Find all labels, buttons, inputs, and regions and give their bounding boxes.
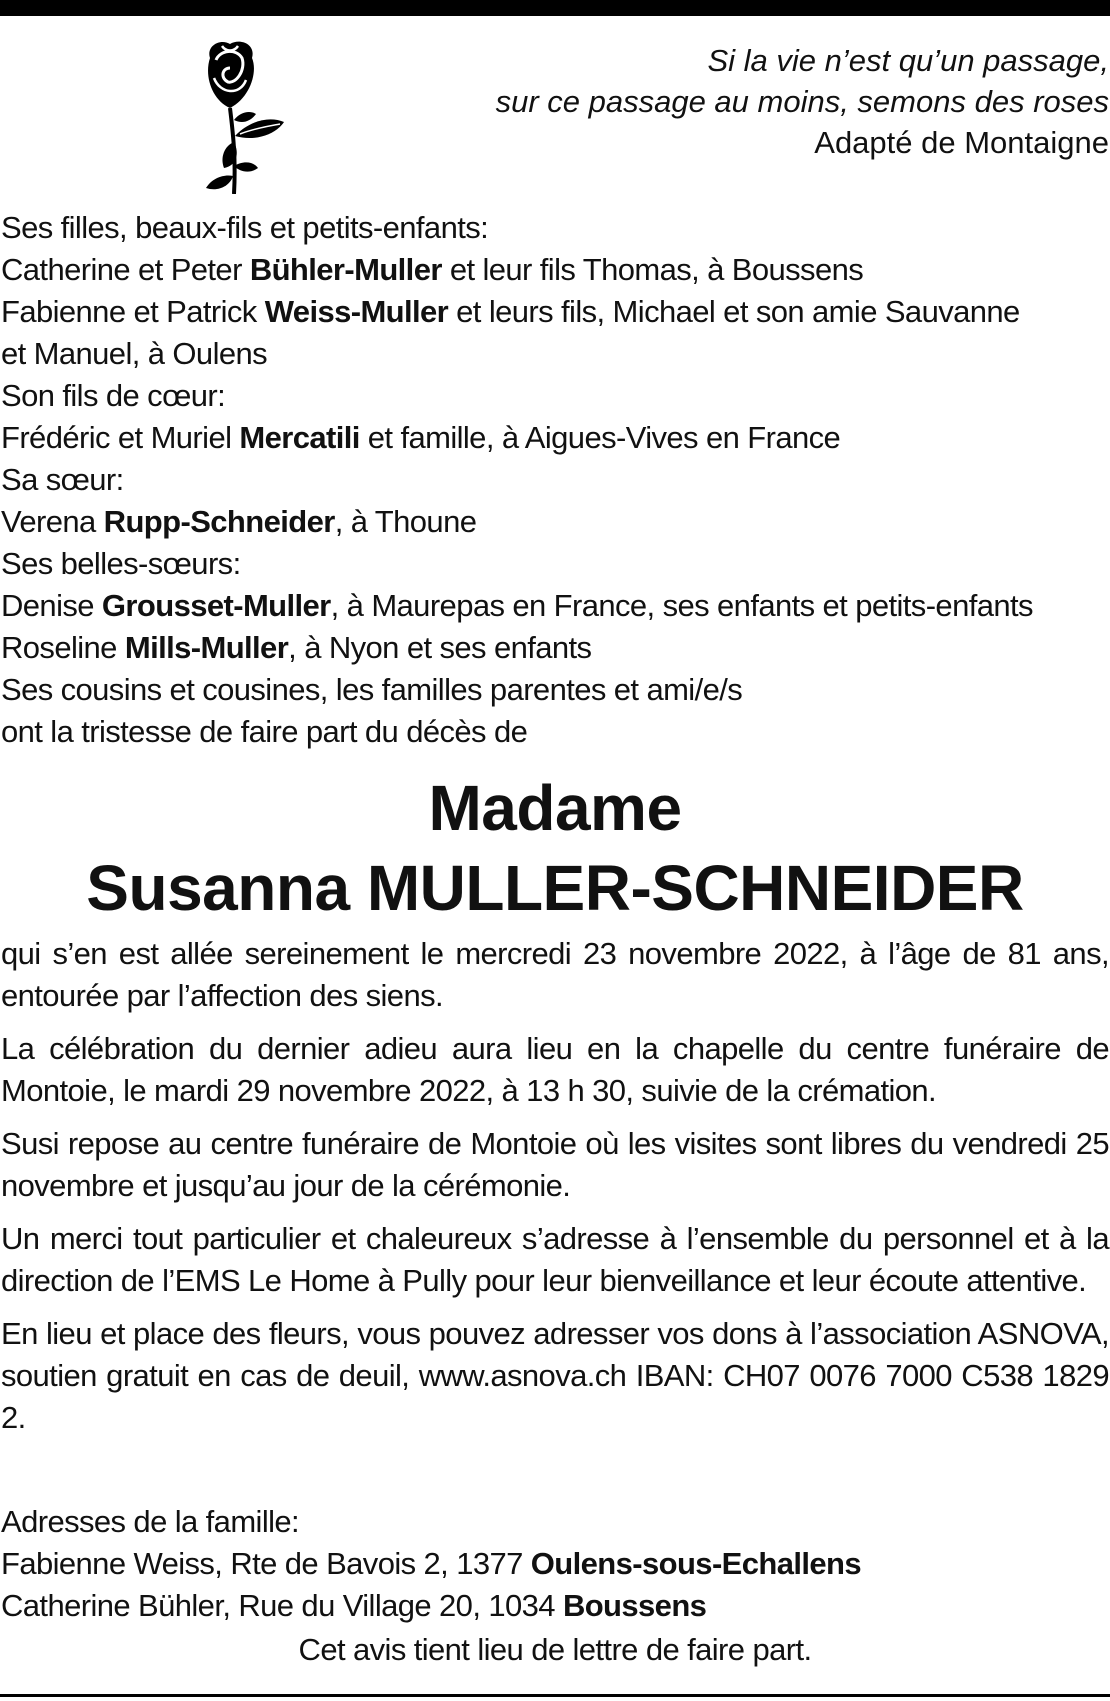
family-member [1, 417, 1109, 459]
member-details: , à Thoune [334, 504, 477, 539]
family-member-continued: et Manuel, à Oulens [1, 336, 268, 371]
member-details: et famille, à Aigues-Vives en France [359, 420, 841, 455]
bottom-border [0, 1694, 1110, 1697]
member-details: , à Maurepas en France, ses enfants et petits-enfants [330, 588, 1033, 623]
family-member [1, 585, 1109, 627]
thanks-paragraph: Un merci tout particulier et chaleureux s’adresse à l’ensemble du personnel et à la direction de l’EMS Le Home à Pully pour leur bienveillance et leur écoute attentive. [1, 1221, 1109, 1298]
address-line [1, 1585, 1109, 1627]
family-member [1, 627, 1109, 669]
epigraph-line: Si la vie n’est qu’un passage, [707, 43, 1109, 78]
closing-note: Cet avis tient lieu de lettre de faire part. [298, 1632, 812, 1667]
deceased-name-block [0, 768, 1110, 928]
member-first-names: Verena [1, 504, 104, 539]
epigraph-line: sur ce passage au moins, semons des roses [495, 84, 1109, 119]
rose-icon [200, 38, 316, 194]
address-street: Catherine Bühler, Rue du Village 20, 1034 [1, 1588, 563, 1623]
visits-paragraph: Susi repose au centre funéraire de Montoie où les visites sont libres du vendredi 25 novembre et jusqu’au jour de la cérémonie. [1, 1126, 1109, 1203]
member-first-names: Fabienne et Patrick [1, 294, 265, 329]
member-first-names: Denise [1, 588, 102, 623]
member-surname: Mercatili [239, 420, 360, 455]
member-first-names: Catherine et Peter [1, 252, 250, 287]
epigraph [409, 40, 1109, 163]
deceased-title: Madame [428, 772, 682, 844]
member-first-names: Roseline [1, 630, 125, 665]
family-addresses [1, 1501, 1109, 1627]
donations-paragraph: En lieu et place des fleurs, vous pouvez adresser vos dons à l’association ASNOVA, soutien gratuit en cas de deuil, www.asnova.ch IBAN: CH07 0076 7000 C538 1829 2. [1, 1316, 1109, 1435]
address-line [1, 1543, 1109, 1585]
family-member [1, 249, 1109, 291]
family-list [1, 207, 1109, 753]
family-heading: Son fils de cœur: [1, 378, 226, 413]
address-street: Fabienne Weiss, Rte de Bavois 2, 1377 [1, 1546, 531, 1581]
address-city: Boussens [562, 1588, 707, 1623]
member-details: , à Nyon et ses enfants [288, 630, 592, 665]
family-heading: Ses belles-sœurs: [1, 546, 241, 581]
addresses-heading: Adresses de la famille: [1, 1504, 300, 1539]
member-surname: Mills-Muller [124, 630, 289, 665]
member-surname: Weiss-Muller [264, 294, 449, 329]
family-member [1, 291, 1109, 333]
member-surname: Rupp-Schneider [103, 504, 335, 539]
notice-body [1, 933, 1109, 1450]
ceremony-paragraph: La célébration du dernier adieu aura lieu en la chapelle du centre funéraire de Montoie, le mardi 29 novembre 2022, à 13 h 30, suivie de la crémation. [1, 1031, 1109, 1108]
member-details: et leurs fils, Michael et son amie Sauvanne [448, 294, 1020, 329]
announcement-line: ont la tristesse de faire part du décès de [1, 714, 528, 749]
member-surname: Grousset-Muller [101, 588, 331, 623]
top-border [0, 0, 1110, 16]
member-surname: Bühler-Muller [249, 252, 442, 287]
address-city: Oulens-sous-Echallens [530, 1546, 862, 1581]
death-paragraph: qui s’en est allée sereinement le mercredi 23 novembre 2022, à l’âge de 81 ans, entourée par l’affection des siens. [1, 936, 1109, 1013]
family-heading: Sa sœur: [1, 462, 124, 497]
deceased-name: Susanna MULLER-SCHNEIDER [86, 852, 1024, 924]
member-first-names: Frédéric et Muriel [1, 420, 240, 455]
member-details: et leur fils Thomas, à Boussens [441, 252, 864, 287]
family-cousins: Ses cousins et cousines, les familles parentes et ami/e/s [1, 672, 743, 707]
family-heading: Ses filles, beaux-fils et petits-enfants: [1, 210, 489, 245]
family-member [1, 501, 1109, 543]
epigraph-source: Adapté de Montaigne [814, 125, 1109, 160]
